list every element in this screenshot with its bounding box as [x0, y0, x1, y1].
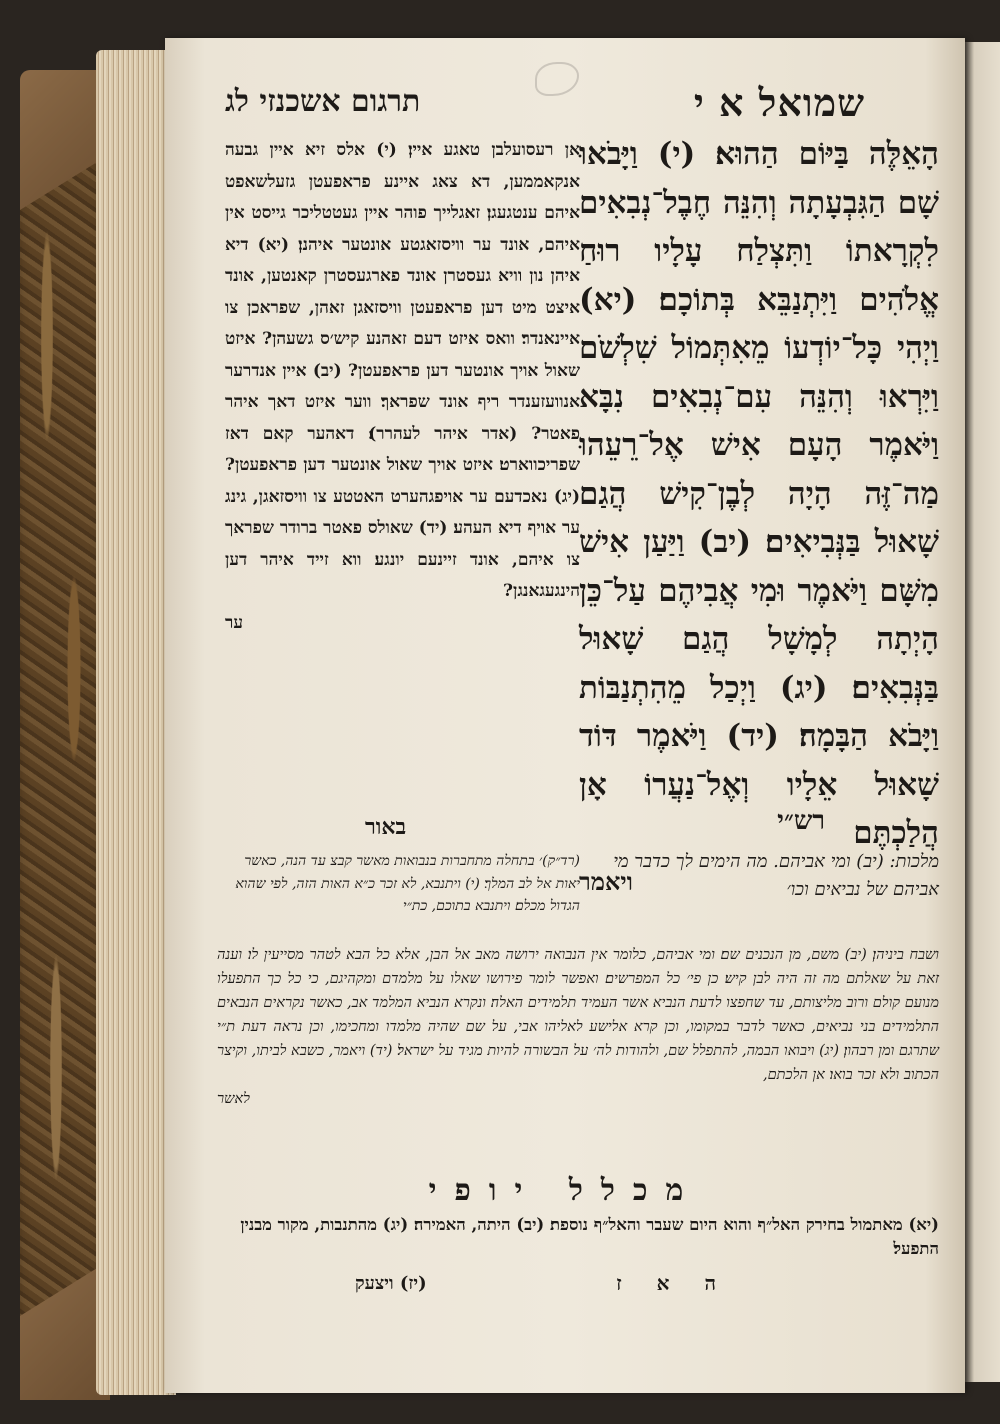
commentary-full-width	[217, 943, 939, 1111]
bible-catchword: ויאמר	[579, 866, 633, 896]
bible-text: הָאֵלֶּה בַּיּוֹם הַהוּא׃ (י) וַיָּבֹאוּ שָׁם הַגִּבְעָתָה וְהִנֵּה חֶבֶל־נְבִאִים לִקְרָאתוֹ וַתִּצְלַח עָלָיו רוּחַ אֱלֹהִים וַיִּתְנַבֵּא בְּתוֹכָם׃ (יא) וַיְהִי כָּל־יוֹדְעוֹ מֵאִתְּמוֹל שִׁלְשֹׁם וַיִּרְאוּ וְהִנֵּה עִם־נְבִאִים נִבָּא וַיֹּאמֶר הָעָם אִישׁ אֶל־רֵעֵהוּ מַה־זֶּה הָיָה לְבֶן־קִישׁ הֲגַם שָׁאוּל בַּנְּבִיאִים׃ (יב) וַיַּעַן אִישׁ מִשָּׁם וַיֹּאמֶר וּמִי אֲבִיהֶם עַל־כֵּן הָיְתָה לְמָשָׁל הֲגַם שָׁאוּל בַּנְּבִאִים׃ (יג) וַיְכַל מֵהִתְנַבּוֹת וַיָּבֹא הַבָּמָה׃ (יד) וַיֹּאמֶר דּוֹד שָׁאוּל אֵלָיו וְאֶל־נַעֲרוֹ אָן הֲלַכְתֶּם	[579, 136, 939, 851]
bible-text-column	[579, 130, 939, 906]
page-edges	[96, 50, 176, 1395]
commentary-catchword: לאשר	[217, 1091, 250, 1107]
beur-heading: באור	[365, 814, 407, 840]
running-head-book: שמואל א י	[693, 80, 865, 125]
pencil-mark	[535, 62, 579, 96]
signature-mark: ה א ז	[616, 1271, 730, 1295]
page-catchword: (יז) ויצעק	[355, 1273, 427, 1294]
translation-catchword: ער	[225, 612, 243, 633]
page-content	[165, 38, 965, 1393]
translation-column	[225, 135, 580, 639]
commentary-full-text: ושבח ביניהן׃ (יב) משם, מן הנכנים שם׃ ומי אביהם, כלומר אין הנבואה ירושה מאב אל הבן, אלא כל הבא לטהר מסייעין לו׃ וענה זאת על שאלתם מה זה היה לבן קיש׃ כן פי׳ כל המפרשים׃ ואפשר לומר פירושו שאלו על מלמדם ומקהיגם, כי כל כך התפעלו מנועם קולם ורוב מליצותם, עד שחפצו לדעת הנביא אשר העמיד תלמידים האלה׃ ונקרא הנביא המלמד אב, כאשר נקראים הנבאים התלמידים בני נביאים, כאשר לדבר במקומו, וכן קרא אלישע לאליהו אבי, על שם שהיה מלמדו ומחכימו, וכן נראה דעת ת״י שתרגם ומן רבהון׃ (יג) ויבואו הבמה, להתפלל שם, ולהודות לה׳ על הבשורה להיות מגיד על ישראל׃ (יד) ויאמר, כשבא לביתו, וקיצר הכתוב ולא זכר בואו׃ אן הלכתם,	[217, 947, 939, 1083]
translation-text: אן רעסועלבן טאגע איין׃ (י) אלס זיא איין גבעה אנקאממען, דא צאג איינע פראפעטן גזעלשאפט איהם ענטגעגן׃ זאגלייך פוהר איין געטטליכר גייסט אין איהם, אונד ער וויסזאגטע אונטער איהנן׃ (יא) דיא איהן נון וויא געסטרן אונד פארגעסטרן קאנטען, אונד איצט מיט דען פראפעטן וויסזאגן זאהן, שפראכן צו איינאנדר׃ וואס איזט דעם זאהנע קיש׳ס גשעהן? איזט שאול אויך אונטער דען פראפעטן? (יב) איין אנדרער אנוועזענדר ריף אונד שפראך׃ ווער איזט דאך איהר פאטר? (אדר איהר לעהרר)׃ דאהער קאם דאז שפריכווארט׃ איזט אויך שאול אונטער דען פראפעטן? (יג) נאכדעם ער אויפגהערט האטטע צו וויסזאגן, גינג ער אויף דיא העהע׃ (יד) שאולס פאטר ברודר שפראך צו איהם, אונד זיינעם יונגע׃ ווא זייד איהר דען הינגעגאנגן?	[225, 140, 580, 601]
book-page	[165, 38, 965, 1393]
running-head-translation: תרגום אשכנזי לג	[225, 84, 421, 119]
rashi-heading: רש״י	[777, 806, 825, 836]
rashi-column-text: מלכות: (יב) ומי אביהם. מה הימים לך כדבר מי אביהם של נביאים וכו׳	[613, 851, 939, 900]
mikhlal-yofi-heading: מכלל יופי	[428, 1173, 702, 1208]
facing-page	[963, 42, 1000, 1382]
mikhlal-yofi-text: (יא) מאתמול בחירק האל״ף והוא היום שעבר והאל״ף נוספת׃ (יב) היתה, האמירה׃ (יג) מהתנבות, מקור מבנין התפעל׃	[240, 1215, 939, 1258]
beur-column-text: (רד״ק)׳ בתחלה מתחברות בנבואות מאשר קבצ עד הנה, כאשר יאות אל לב המלך׃ (י) ויתנבא, לא זכר כ״א האות הזה, לפי שהוא הגדול מכלם׃ ויתנבא בתוכם, כת״י	[235, 853, 580, 914]
